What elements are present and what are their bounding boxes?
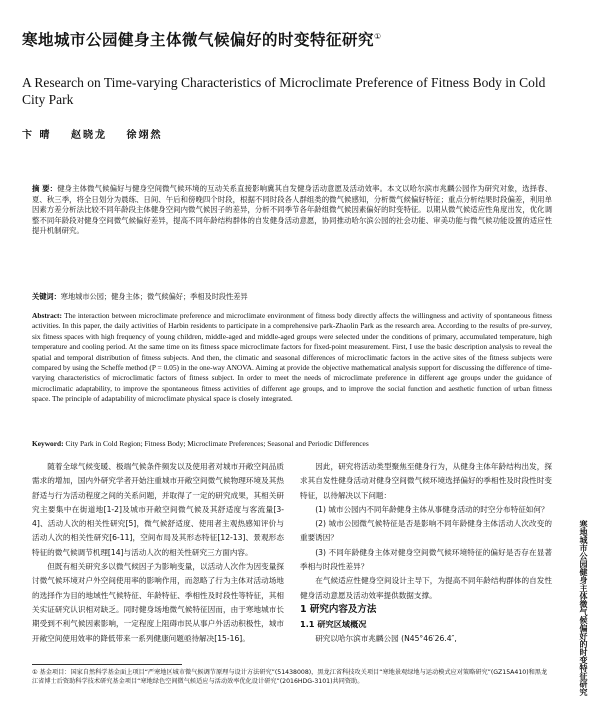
research-question: (2) 城市公园微气候特征是否是影响不同年龄健身主体活动人次改变的重要诱因？ bbox=[300, 519, 552, 543]
research-question: (3) 不同年龄健身主体对健身空间微气候环境特征的偏好是否存在显著季相与时段性差异？ bbox=[300, 547, 552, 572]
keywords-en-label: Keyword: bbox=[32, 439, 64, 448]
abstract-en-label: Abstract: bbox=[32, 311, 62, 320]
footnote-divider bbox=[32, 664, 182, 665]
subsection-heading: 1.1 研究区域概况 bbox=[300, 619, 367, 630]
keywords-zh-label: 关键词： bbox=[32, 292, 61, 301]
abstract-zh-label: 摘 要： bbox=[32, 184, 58, 193]
footnote: ① 基金项目：国家自然科学基金面上项目“严寒地区城市微气候调节原理与设计方法研究”(51438008)，黑龙江省科技攻关项目“寒地景观绿地与运动模式应对策略研究”(GZ15A410)和黑龙江省博士后资助科学技术研究基金项目“寒地绿色空间微气候适应与活动效率优化设计研究”(2016HDG-3101)共同资助。 bbox=[32, 669, 548, 685]
abstract-en-text: The interaction between microclimate preference and microclimate environment of fitness body directly affects the willingness and activity of spontaneous fitness activities. In this paper, the daily activities of Harbin residents to participate in a comprehensive park-Zhaolin Park as the research area. According to the results of pre-survey, six fitness spaces with high frequency of young children, middle-aged and middle-aged groups were selected under the conditions of primary, accumulated temperature, high temperature and cooling period. At the same time on its fitness space microclimate factors for fixed-point measurement. First, I use the basic description analysis to reveal the spatial and temporal distribution of fitness subjects. And then, the climatic and seasonal differences of microclimatic factors in the active sites of the fitness subjects were compared by using the Scheffe method (P = 0.05) in the one-way ANOVA. Aiming at provide the objective mathematical analysis support for discussing the difference of time-varying characteristics of microclimatic factors of fitness subject. In order to meet the needs of microclimate preference in different age groups under the guidance of microclimatic adaptability, to improve the spontaneous fitness activities of different age groups, and to improve the social function and aesthetic function of urban fitness space. The principle of adaptability of microclimate physical space is closely integrated. bbox=[32, 311, 552, 404]
abstract-en bbox=[32, 311, 552, 405]
title-zh bbox=[22, 28, 562, 50]
body-paragraph: 在气候适应性健身空间设计主导下，为提高不同年龄结构群体的自发性健身活动意愿及活动效率提供数据支撑。 bbox=[300, 576, 552, 600]
title-zh-text: 寒地城市公园健身主体微气候偏好的时变特征研究 bbox=[22, 31, 375, 49]
running-side-label: 寒地城市公园健身主体微气候偏好的时变特征研究 bbox=[579, 520, 588, 696]
abstract-zh-text: 健身主体微气候偏好与健身空间微气候环境的互动关系直接影响冀其自发健身活动意愿及活动效率。本文以哈尔滨市兆麟公园作为研究对象，选择春、夏、秋三季，将全日划分为晨练、日间、午后和傍晚四个时段，根据不同时段各人群组类的微气候感知，分析微气候偏好特征；重点分析结果时段偏差，利用单因素方差分析法比较不同年龄段主体健身空间内微气候因子的差异，分析不同季节各年龄组微气候因素偏好的时变特征。以期从微气候适应性角度出发，优化调整不同年龄段对健身空间微气候偏好差异，提高不同年龄结构群体的自发健身活动意愿，协同推动哈尔滨公园的社会功能、审美功能与微气候功能设置的适应性提升机制研究。 bbox=[32, 184, 552, 236]
author: 徐翊然 bbox=[126, 130, 163, 141]
body-paragraph: 因此，研究将活动类型聚焦至健身行为，从健身主体年龄结构出发，探求其自发性健身活动对健身空间微气候环境选择偏好的季相性及时段性时变特征，以待解决以下问题： bbox=[300, 462, 552, 500]
keywords-en bbox=[32, 439, 552, 449]
title-footnote-mark: ① bbox=[374, 31, 382, 41]
section-heading: 1 研究内容及方法 bbox=[300, 603, 377, 615]
author: 赵晓龙 bbox=[70, 130, 107, 141]
body-column-left bbox=[32, 460, 284, 646]
body-paragraph: 研究以哈尔滨市兆麟公园 (N45°46′26.4″, bbox=[315, 633, 457, 643]
title-en: A Research on Time-varying Characteristics of Microclimate Preference of Fitness Body in Cold City Park bbox=[22, 75, 546, 107]
keywords-en-text: City Park in Cold Region; Fitness Body; Microclimate Preferences; Seasonal and Periodic Differences bbox=[65, 439, 369, 448]
body-column-right bbox=[300, 460, 552, 646]
author: 卞 晴 bbox=[22, 130, 52, 141]
abstract-zh bbox=[32, 184, 552, 237]
author-list bbox=[22, 126, 562, 141]
body-paragraph: 随着全球气候变暖、极端气候条件频发以及使用者对城市开敞空间品质需求的增加，国内外研究学者开始注重城市开敞空间微气候物理环境及其热舒适与行为活动程度之间的关系问题，并取得了一定的研究成果，其相关研究主要集中在街道地[1-2]及城市开敞空间微气候及其舒适度与客流量[3-4]、活动人次的相关性研究[5]，微气候舒适度、使用者主观热感知评价与活动人次的相关性研究[6-11]，空间布局及其形态特征[12-13]、景观形态特征的微气候调节机理[14]与活动人次的相关性研究三方面内容。 bbox=[32, 462, 284, 557]
keywords-zh-text: 寒地城市公园；健身主体；微气候偏好；季相及时段性差异 bbox=[60, 292, 248, 301]
research-question: (1) 城市公园内不同年龄健身主体从事健身活动的时空分布特征如何？ bbox=[315, 504, 549, 514]
keywords-zh bbox=[32, 292, 552, 302]
body-paragraph: 但既有相关研究多以微气候因子为影响变量，以活动人次作为因变量探讨微气候环境对户外空间使用率的影响作用，而忽略了行为主体对活动场地的选择作为目的地域性气候特征、年龄特征、季相性及时段性等特征，其相关实证研究认识相对缺乏。同时健身场地微气候特征因而，由于寒地城市长期受到不利气候因素影响，一定程度上阻碍市民从事户外活动积极性，城市开敞空间使用效率的降低带来一系列健康问题亟待解决[15-16]。 bbox=[32, 562, 284, 643]
